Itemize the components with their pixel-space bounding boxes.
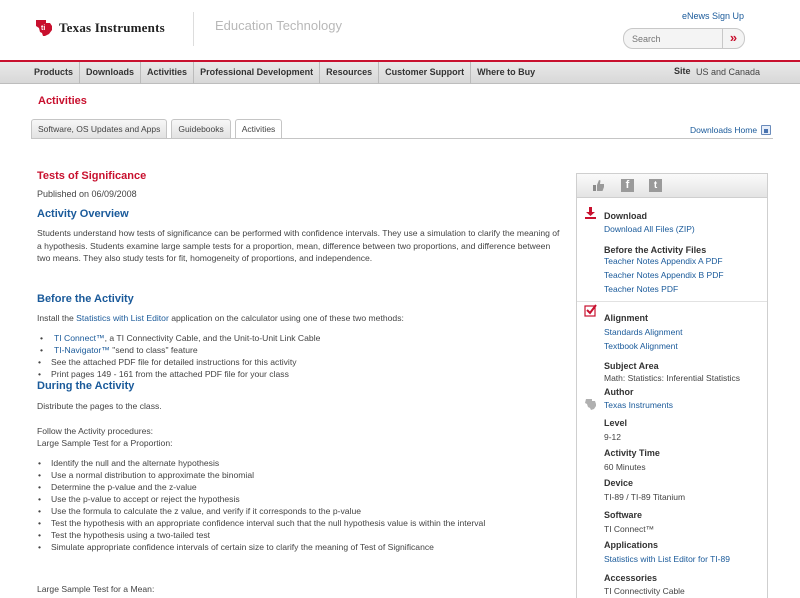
checkbox-icon xyxy=(584,304,597,317)
main-nav xyxy=(0,60,800,84)
author-heading: Author xyxy=(604,387,634,397)
download-tabs xyxy=(31,119,286,138)
brand-name: Texas Instruments xyxy=(59,20,165,35)
during-intro: Distribute the pages to the class. xyxy=(37,401,162,411)
search-box xyxy=(623,28,745,49)
level-value: 9-12 xyxy=(604,432,622,442)
before-heading: Before the Activity xyxy=(37,293,134,305)
site-label: Site xyxy=(674,66,691,76)
downloads-home-link[interactable] xyxy=(690,125,771,135)
list-item xyxy=(37,344,320,356)
nav-item-resources[interactable]: Resources xyxy=(320,62,379,84)
before-intro xyxy=(37,312,562,325)
textbook-alignment-link[interactable]: Textbook Alignment xyxy=(604,341,678,351)
enews-signup-link[interactable]: eNews Sign Up xyxy=(681,11,744,21)
activity-time-heading: Activity Time xyxy=(604,448,660,458)
teacher-notes-link[interactable]: Teacher Notes PDF xyxy=(604,284,679,294)
list-item: • Identify the null and the alternate hypothesis xyxy=(37,457,485,469)
overview-text: Students understand how tests of significance can be performed with confidence intervals. They use a simulation to clarify the meaning of a hypothesis. Students examine large sample tests for a proportion, mean, difference between two proportions, and difference between two means. They also study tests for fit, homogeneity of proportions, and independence. xyxy=(37,228,560,264)
device-heading: Device xyxy=(604,478,634,488)
published-date: Published on 06/09/2008 xyxy=(37,189,137,199)
before-intro-pre: Install the xyxy=(37,313,77,323)
search-submit-button[interactable]: » xyxy=(722,28,744,49)
ti-author-icon xyxy=(584,397,598,411)
during-procedures: Follow the Activity procedures: xyxy=(37,426,154,436)
ti-logo[interactable] xyxy=(33,17,165,39)
during-heading: During the Activity xyxy=(37,380,135,392)
twitter-icon[interactable]: t xyxy=(649,179,662,192)
list-item: • Determine the p-value and the z-value xyxy=(37,481,485,493)
download-heading: Download xyxy=(604,211,647,221)
list-item xyxy=(37,332,320,344)
home-icon xyxy=(761,125,771,135)
tabs-divider xyxy=(31,138,773,139)
appendix-a-link[interactable]: Teacher Notes Appendix A PDF xyxy=(604,256,723,266)
activity-time-value: 60 Minutes xyxy=(604,462,646,472)
list-item-text: "send to class" feature xyxy=(109,345,198,355)
section-title: Activities xyxy=(38,95,87,107)
overview-heading: Activity Overview xyxy=(37,208,129,220)
accessories-heading: Accessories xyxy=(604,573,658,583)
list-item: • Use the p-value to accept or reject the hypothesis xyxy=(37,493,485,505)
tab-guidebooks[interactable]: Guidebooks xyxy=(171,119,230,138)
before-list xyxy=(37,332,320,356)
appendix-b-link[interactable]: Teacher Notes Appendix B PDF xyxy=(604,270,724,280)
applications-heading: Applications xyxy=(604,540,659,550)
statistics-list-editor-link[interactable]: Statistics with List Editor xyxy=(76,313,169,323)
subject-heading: Subject Area xyxy=(604,361,659,371)
list-item: • Simulate appropriate confidence intervals of certain size to clarify the meaning of Test of Significance xyxy=(37,541,485,553)
downloads-home-label: Downloads Home xyxy=(690,125,758,135)
nav-item-downloads[interactable]: Downloads xyxy=(80,62,141,84)
facebook-icon[interactable]: f xyxy=(621,179,634,192)
tab-activities[interactable]: Activities xyxy=(235,119,283,139)
standards-alignment-link[interactable]: Standards Alignment xyxy=(604,327,683,337)
ti-connect-link[interactable]: TI Connect™ xyxy=(54,333,105,343)
before-files-heading: Before the Activity Files xyxy=(604,245,707,255)
tab-software[interactable]: Software, OS Updates and Apps xyxy=(31,119,167,138)
like-icon[interactable] xyxy=(592,179,605,192)
nav-item-activities[interactable]: Activities xyxy=(141,62,194,84)
ti-navigator-link[interactable]: TI-Navigator™ xyxy=(54,345,110,355)
activity-sidebar xyxy=(576,173,768,598)
alignment-heading: Alignment xyxy=(604,313,648,323)
software-heading: Software xyxy=(604,510,643,520)
nav-item-customer-support[interactable]: Customer Support xyxy=(379,62,471,84)
software-value: TI Connect™ xyxy=(604,524,655,534)
list-item: • Use the formula to calculate the z value, and verify if it corresponds to the p-value xyxy=(37,505,485,517)
author-link[interactable]: Texas Instruments xyxy=(604,400,673,410)
list-item: • Print pages 149 - 161 from the attached PDF file for your class xyxy=(37,368,297,380)
device-value: TI-89 / TI-89 Titanium xyxy=(604,492,686,502)
header-divider xyxy=(193,12,194,46)
level-heading: Level xyxy=(604,418,628,428)
mean-test-label: Large Sample Test for a Mean: xyxy=(37,584,155,594)
nav-item-where-to-buy[interactable]: Where to Buy xyxy=(477,67,536,77)
sidebar-divider xyxy=(577,301,767,302)
list-item: • Test the hypothesis using a two-tailed test xyxy=(37,529,485,541)
nav-item-professional-development[interactable]: Professional Development xyxy=(194,62,320,84)
download-icon xyxy=(584,206,597,220)
list-item: • See the attached PDF file for detailed instructions for this activity xyxy=(37,356,297,368)
during-list xyxy=(37,457,485,553)
nav-item-products[interactable]: Products xyxy=(28,62,80,84)
applications-link[interactable]: Statistics with List Editor for TI-89 xyxy=(604,554,730,564)
proportion-test-label: Large Sample Test for a Proportion: xyxy=(37,438,173,448)
before-list-extra xyxy=(37,356,297,380)
subject-value: Math: Statistics: Inferential Statistics xyxy=(604,373,741,383)
ti-logo-icon xyxy=(33,17,55,39)
search-input[interactable] xyxy=(632,32,722,46)
svg-text:ti: ti xyxy=(41,25,46,32)
activity-content xyxy=(37,170,562,594)
accessories-value: TI Connectivity Cable xyxy=(604,586,685,596)
site-header xyxy=(0,0,800,60)
list-item: • Use a normal distribution to approximate the binomial xyxy=(37,469,485,481)
list-item-text: , a TI Connectivity Cable, and the Unit-to-Unit Link Cable xyxy=(104,333,321,343)
download-all-link[interactable]: Download All Files (ZIP) xyxy=(604,224,695,234)
page-title: Tests of Significance xyxy=(37,170,147,182)
section-name: Education Technology xyxy=(215,18,342,33)
list-item: • Test the hypothesis with an appropriate confidence interval such that the null hypothesis value is within the interval xyxy=(37,517,485,529)
site-selector[interactable]: US and Canada xyxy=(696,67,761,77)
before-intro-post: application on the calculator using one of these two methods: xyxy=(168,313,404,323)
social-bar xyxy=(577,174,767,198)
